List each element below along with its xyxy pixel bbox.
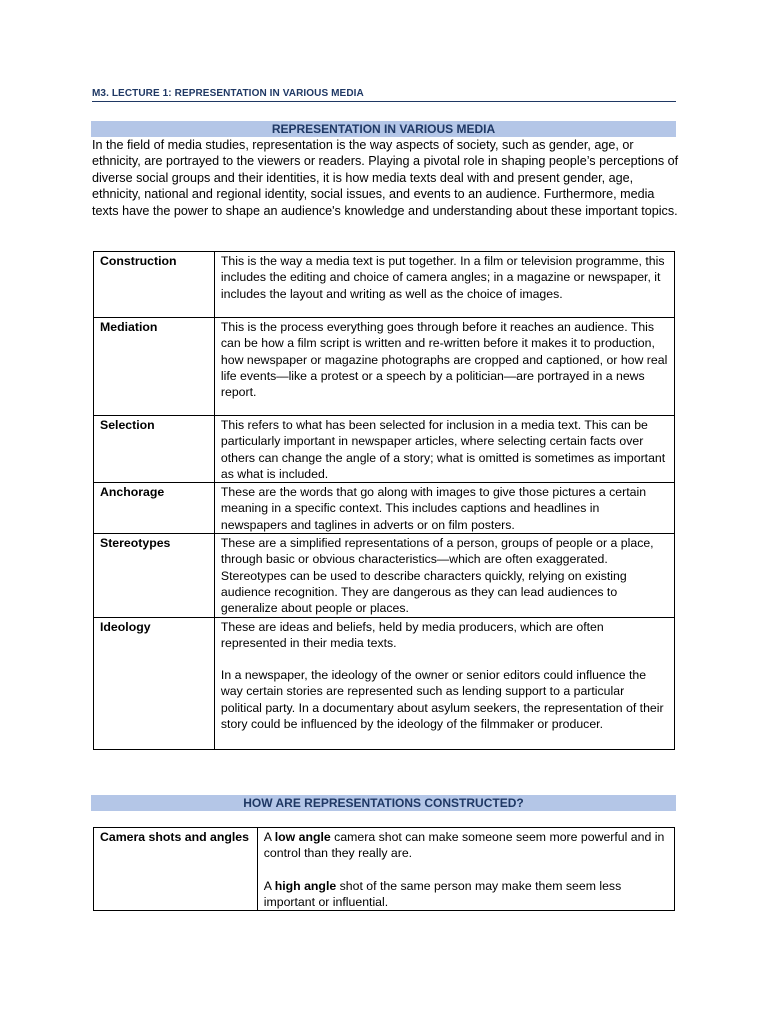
- definition-text: This refers to what has been selected for inclusion in a media text. This can be particularly important in newspaper articles, where selecting certain facts over others can change the angle of a story; what is omitted is sometimes as important as what is included.: [220, 418, 666, 481]
- term-cell: Stereotypes: [94, 534, 215, 617]
- table-row: [94, 483, 675, 534]
- text-segment: camera shot can make someone seem more powerful and in control than they really are.: [263, 830, 665, 861]
- term-cell: Mediation: [94, 318, 215, 416]
- table-row: [94, 318, 675, 416]
- section-banner-representation: REPRESENTATION IN VARIOUS MEDIA: [91, 121, 676, 137]
- terms-table: [93, 251, 675, 750]
- term-cell: Construction: [94, 252, 215, 318]
- construction-table: [93, 827, 675, 911]
- term-cell: Anchorage: [94, 483, 215, 534]
- definition-text: These are ideas and beliefs, held by media producers, which are often represented in their media texts.: [220, 619, 604, 650]
- definition-text: This is the way a media text is put together. In a film or television programme, this includes the editing and choice of camera angles; in a magazine or newspaper, it includes the layout and writing as well as the choice of images.: [220, 254, 665, 301]
- table-row: [94, 534, 675, 617]
- definition-cell: [214, 617, 674, 749]
- definition-cell: [214, 416, 674, 483]
- text-segment: shot of the same person may make them seem less important or influential.: [263, 878, 622, 909]
- emphasis-low-angle: low angle: [274, 830, 331, 844]
- definition-cell: [214, 483, 674, 534]
- table-row: [94, 617, 675, 749]
- definition-text: These are the words that go along with images to give those pictures a certain meaning in a specific context. This includes captions and headlines in newspapers and taglines in adverts or on film posters.: [220, 485, 647, 532]
- definition-text: This is the process everything goes through before it reaches an audience. This can be how a film script is written and re-written before it makes it to production, how newspaper or magazine photographs are cropped and captioned, or how real life events—like a protest or a speech by a politician—are portrayed in a news report.: [220, 320, 668, 400]
- text-segment: A: [263, 830, 275, 844]
- table-row: [94, 252, 675, 318]
- definition-cell: [214, 534, 674, 617]
- definition-cell: [214, 252, 674, 318]
- definition-text-continued: In a newspaper, the ideology of the owner or senior editors could influence the way certain stories are represented such as lending support to a particular political party. In a documentary about asylum seekers, the representation of their story could be influenced by the ideology of the filmmaker or producer.: [220, 668, 664, 732]
- table-row: [94, 828, 675, 911]
- emphasis-high-angle: high angle: [274, 878, 337, 893]
- low-angle-text: [264, 829, 668, 862]
- intro-paragraph: In the field of media studies, representation is the way aspects of society, such as gender, age, or ethnicity, are portrayed to the viewers or readers. Playing a pivotal role in shaping people’s perceptions of diverse social groups and their identities, it is how media texts deal with and present gender, age, ethnicity, national and regional identity, social issues, and events to an audience. Furthermore, media texts have the power to shape an audience's knowledge and understanding about these important topics.: [92, 138, 679, 218]
- definition-cell: [257, 828, 674, 911]
- high-angle-text: [264, 878, 668, 911]
- definition-cell: [214, 318, 674, 416]
- term-cell: Camera shots and angles: [94, 828, 258, 911]
- text-segment: A: [263, 878, 275, 893]
- section-banner-constructed: HOW ARE REPRESENTATIONS CONSTRUCTED?: [91, 795, 676, 811]
- term-cell: Selection: [94, 416, 215, 483]
- table-row: [94, 416, 675, 483]
- definition-text: These are a simplified representations of a person, groups of people or a place, through basic or obvious characteristics—which are often exaggerated. Stereotypes can be used to describe characters quickly, relying on existing audience recognition. They are dangerous as they can lead audiences to generalize about people or places.: [220, 536, 654, 616]
- page-header: M3. LECTURE 1: REPRESENTATION IN VARIOUS MEDIA: [92, 88, 676, 102]
- term-cell: Ideology: [94, 617, 215, 749]
